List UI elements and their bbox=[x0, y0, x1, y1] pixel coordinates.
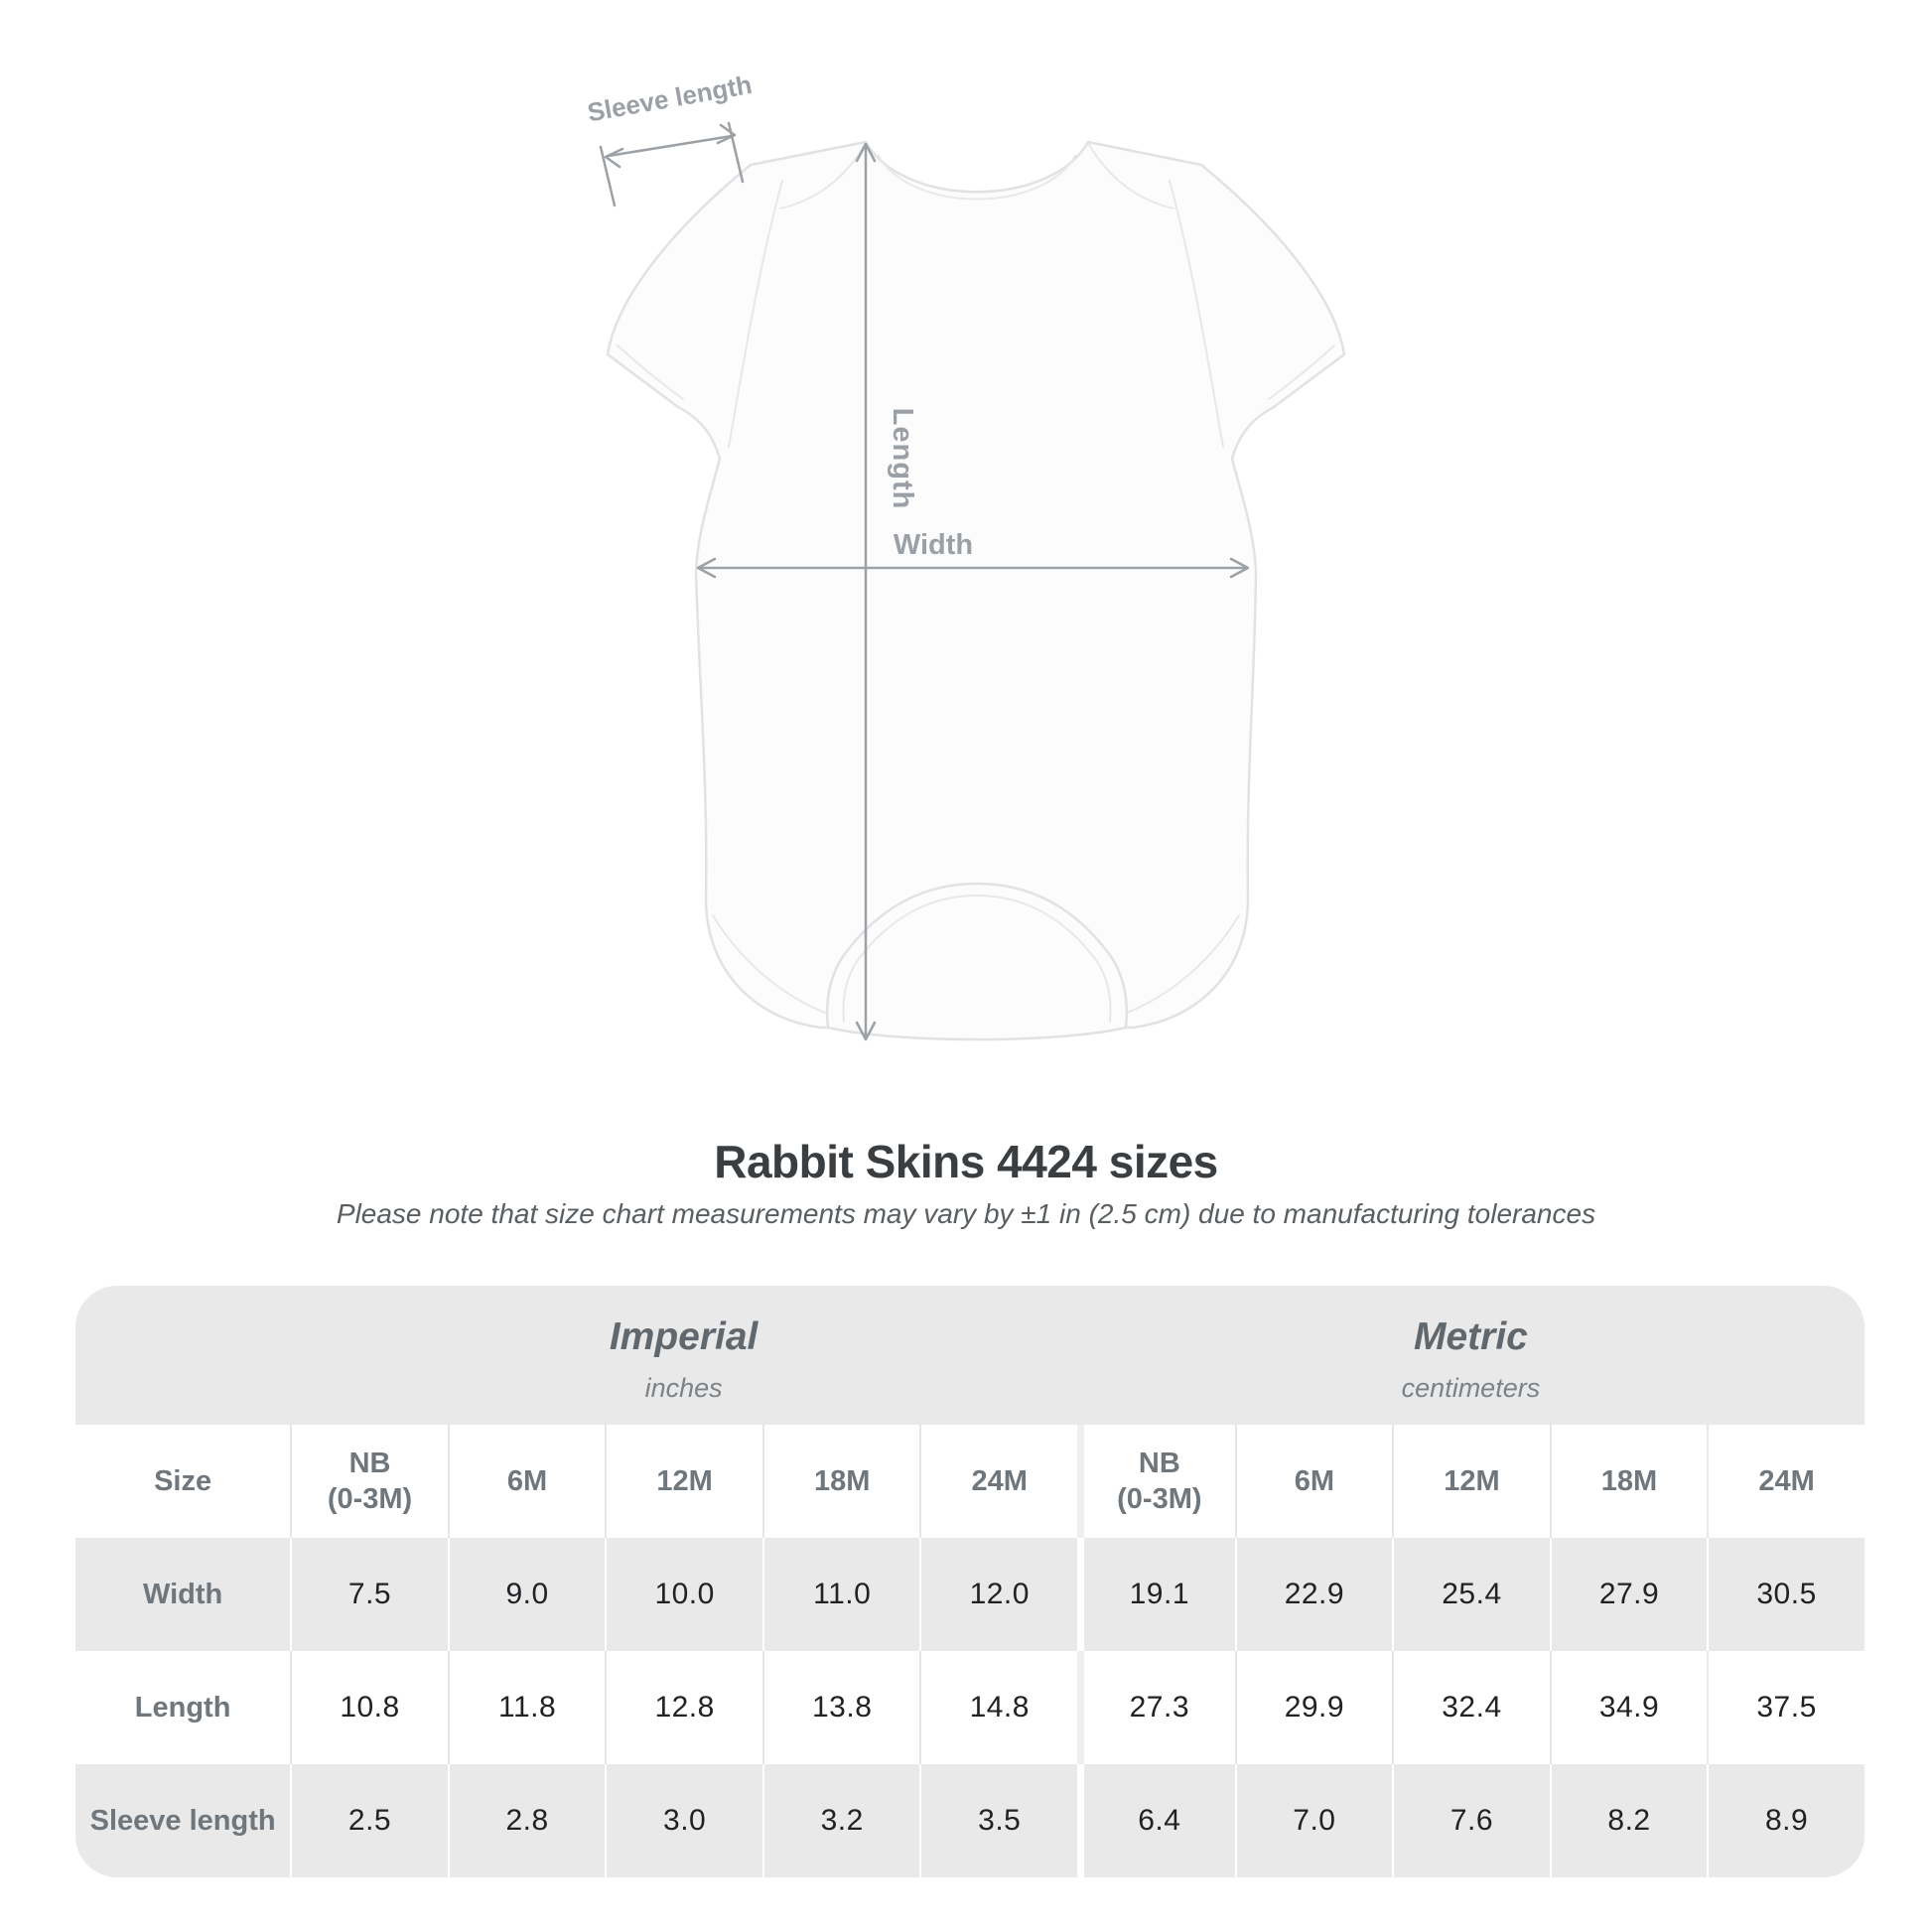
cell-value: 8.2 bbox=[1607, 1804, 1651, 1837]
cell-sleeve-24m-imperial bbox=[919, 1764, 1077, 1877]
width-label: Width bbox=[893, 529, 974, 561]
cell-length-nb-metric bbox=[1077, 1651, 1235, 1764]
row-label: Width bbox=[142, 1578, 223, 1610]
cell-width-6m-imperial bbox=[448, 1538, 606, 1651]
col-label: 12M bbox=[1444, 1464, 1500, 1497]
col-header-12m-metric bbox=[1392, 1425, 1550, 1538]
infant-bodysuit-shape bbox=[608, 142, 1344, 1039]
cell-sleeve-18m-metric bbox=[1550, 1764, 1708, 1877]
cell-value: 12.8 bbox=[654, 1691, 715, 1724]
row-label-length bbox=[75, 1651, 290, 1764]
cell-value: 29.9 bbox=[1284, 1691, 1345, 1724]
cell-length-24m-imperial bbox=[919, 1651, 1077, 1764]
cell-value: 7.0 bbox=[1293, 1804, 1336, 1837]
cell-width-18m-imperial bbox=[762, 1538, 920, 1651]
bodysuit-diagram bbox=[584, 60, 1368, 1072]
cell-value: 3.0 bbox=[663, 1804, 707, 1837]
row-label: Sleeve length bbox=[89, 1804, 276, 1837]
band-spacer bbox=[75, 1286, 290, 1425]
cell-length-nb-imperial bbox=[290, 1651, 448, 1764]
cell-value: 30.5 bbox=[1756, 1578, 1817, 1610]
cell-value: 34.9 bbox=[1598, 1691, 1660, 1724]
cell-length-6m-imperial bbox=[448, 1651, 606, 1764]
cell-sleeve-6m-imperial bbox=[448, 1764, 606, 1877]
tolerance-note: Please note that size chart measurements may vary by ±1 in (2.5 cm) due to manufacturing tolerances bbox=[336, 1198, 1596, 1229]
page-title: Rabbit Skins 4424 sizes bbox=[714, 1136, 1218, 1187]
cell-value: 7.6 bbox=[1449, 1804, 1494, 1837]
col-label: 12M bbox=[656, 1464, 713, 1497]
cell-width-12m-metric bbox=[1392, 1538, 1550, 1651]
metric-unit: centimeters bbox=[1401, 1372, 1541, 1403]
cell-value: 14.8 bbox=[969, 1691, 1030, 1724]
length-label: Length bbox=[887, 407, 918, 510]
col-label: 6M bbox=[1294, 1464, 1335, 1497]
col-label: NB bbox=[1138, 1447, 1180, 1479]
col-label: 24M bbox=[971, 1464, 1028, 1497]
cell-value: 11.8 bbox=[497, 1691, 557, 1724]
sleeve-arrowhead-left bbox=[606, 149, 622, 167]
cell-sleeve-nb-metric bbox=[1077, 1764, 1235, 1877]
cell-value: 2.8 bbox=[505, 1804, 549, 1837]
cell-width-24m-metric bbox=[1707, 1538, 1864, 1651]
cell-width-nb-imperial bbox=[290, 1538, 448, 1651]
bodysuit-illustration bbox=[584, 60, 1368, 1072]
cell-value: 3.5 bbox=[978, 1804, 1022, 1837]
row-label-sleeve-length bbox=[75, 1764, 290, 1877]
cell-value: 10.8 bbox=[340, 1691, 400, 1724]
cell-sleeve-nb-imperial bbox=[290, 1764, 448, 1877]
col-label: 6M bbox=[506, 1464, 548, 1497]
size-chart-table bbox=[75, 1286, 1864, 1877]
cell-sleeve-12m-metric bbox=[1392, 1764, 1550, 1877]
row-label-width bbox=[75, 1538, 290, 1651]
metric-label: Metric bbox=[1414, 1314, 1528, 1358]
cell-value: 13.8 bbox=[812, 1691, 873, 1724]
cell-value: 6.4 bbox=[1138, 1804, 1181, 1837]
cell-length-6m-metric bbox=[1235, 1651, 1393, 1764]
row-label: Length bbox=[134, 1691, 231, 1724]
col-label: 18M bbox=[1600, 1464, 1658, 1497]
col-header-18m-metric bbox=[1550, 1425, 1708, 1538]
cell-sleeve-12m-imperial bbox=[605, 1764, 762, 1877]
cell-value: 37.5 bbox=[1756, 1691, 1817, 1724]
cell-value: 19.1 bbox=[1129, 1578, 1190, 1610]
unit-system-band bbox=[75, 1286, 1864, 1425]
col-label: (0-3M) bbox=[1117, 1483, 1202, 1515]
col-header-12m-imperial bbox=[605, 1425, 762, 1538]
cell-sleeve-18m-imperial bbox=[762, 1764, 920, 1877]
col-header-18m-imperial bbox=[762, 1425, 920, 1538]
metric-section-header bbox=[1077, 1286, 1864, 1425]
cell-width-nb-metric bbox=[1077, 1538, 1235, 1651]
sleeve-length-label: Sleeve length bbox=[585, 69, 755, 128]
col-header-24m-imperial bbox=[919, 1425, 1077, 1538]
imperial-label: Imperial bbox=[609, 1314, 759, 1358]
cell-value: 27.3 bbox=[1129, 1691, 1190, 1724]
cell-length-18m-imperial bbox=[762, 1651, 920, 1764]
cell-width-18m-metric bbox=[1550, 1538, 1708, 1651]
cell-length-18m-metric bbox=[1550, 1651, 1708, 1764]
col-header-24m-metric bbox=[1707, 1425, 1864, 1538]
col-label: 18M bbox=[813, 1464, 871, 1497]
cell-value: 7.5 bbox=[347, 1578, 392, 1610]
cell-value: 2.5 bbox=[347, 1804, 392, 1837]
col-header-nb-imperial bbox=[290, 1425, 448, 1538]
imperial-unit: inches bbox=[644, 1372, 723, 1403]
cell-sleeve-24m-metric bbox=[1707, 1764, 1864, 1877]
cell-value: 12.0 bbox=[969, 1578, 1030, 1610]
cell-width-12m-imperial bbox=[605, 1538, 762, 1651]
cell-value: 25.4 bbox=[1442, 1578, 1502, 1610]
imperial-section-header bbox=[290, 1286, 1077, 1425]
cell-width-6m-metric bbox=[1235, 1538, 1393, 1651]
cell-sleeve-6m-metric bbox=[1235, 1764, 1393, 1877]
col-label: 24M bbox=[1758, 1464, 1815, 1497]
sleeve-arrow-line bbox=[609, 136, 732, 156]
cell-width-24m-imperial bbox=[919, 1538, 1077, 1651]
cell-value: 10.0 bbox=[654, 1578, 715, 1610]
cell-value: 8.9 bbox=[1764, 1804, 1809, 1837]
cell-value: 3.2 bbox=[820, 1804, 864, 1837]
cell-value: 9.0 bbox=[505, 1578, 549, 1610]
cell-length-12m-imperial bbox=[605, 1651, 762, 1764]
cell-value: 32.4 bbox=[1442, 1691, 1502, 1724]
cell-length-12m-metric bbox=[1392, 1651, 1550, 1764]
cell-value: 22.9 bbox=[1284, 1578, 1345, 1610]
col-label: (0-3M) bbox=[327, 1483, 413, 1515]
cell-value: 11.0 bbox=[813, 1578, 872, 1610]
col-header-nb-metric bbox=[1077, 1425, 1235, 1538]
cell-value: 27.9 bbox=[1598, 1578, 1660, 1610]
size-header-cell bbox=[75, 1425, 290, 1538]
size-header-label: Size bbox=[154, 1464, 212, 1497]
col-header-6m-imperial bbox=[448, 1425, 606, 1538]
col-label: NB bbox=[348, 1447, 391, 1479]
cell-length-24m-metric bbox=[1707, 1651, 1864, 1764]
col-header-6m-metric bbox=[1235, 1425, 1393, 1538]
